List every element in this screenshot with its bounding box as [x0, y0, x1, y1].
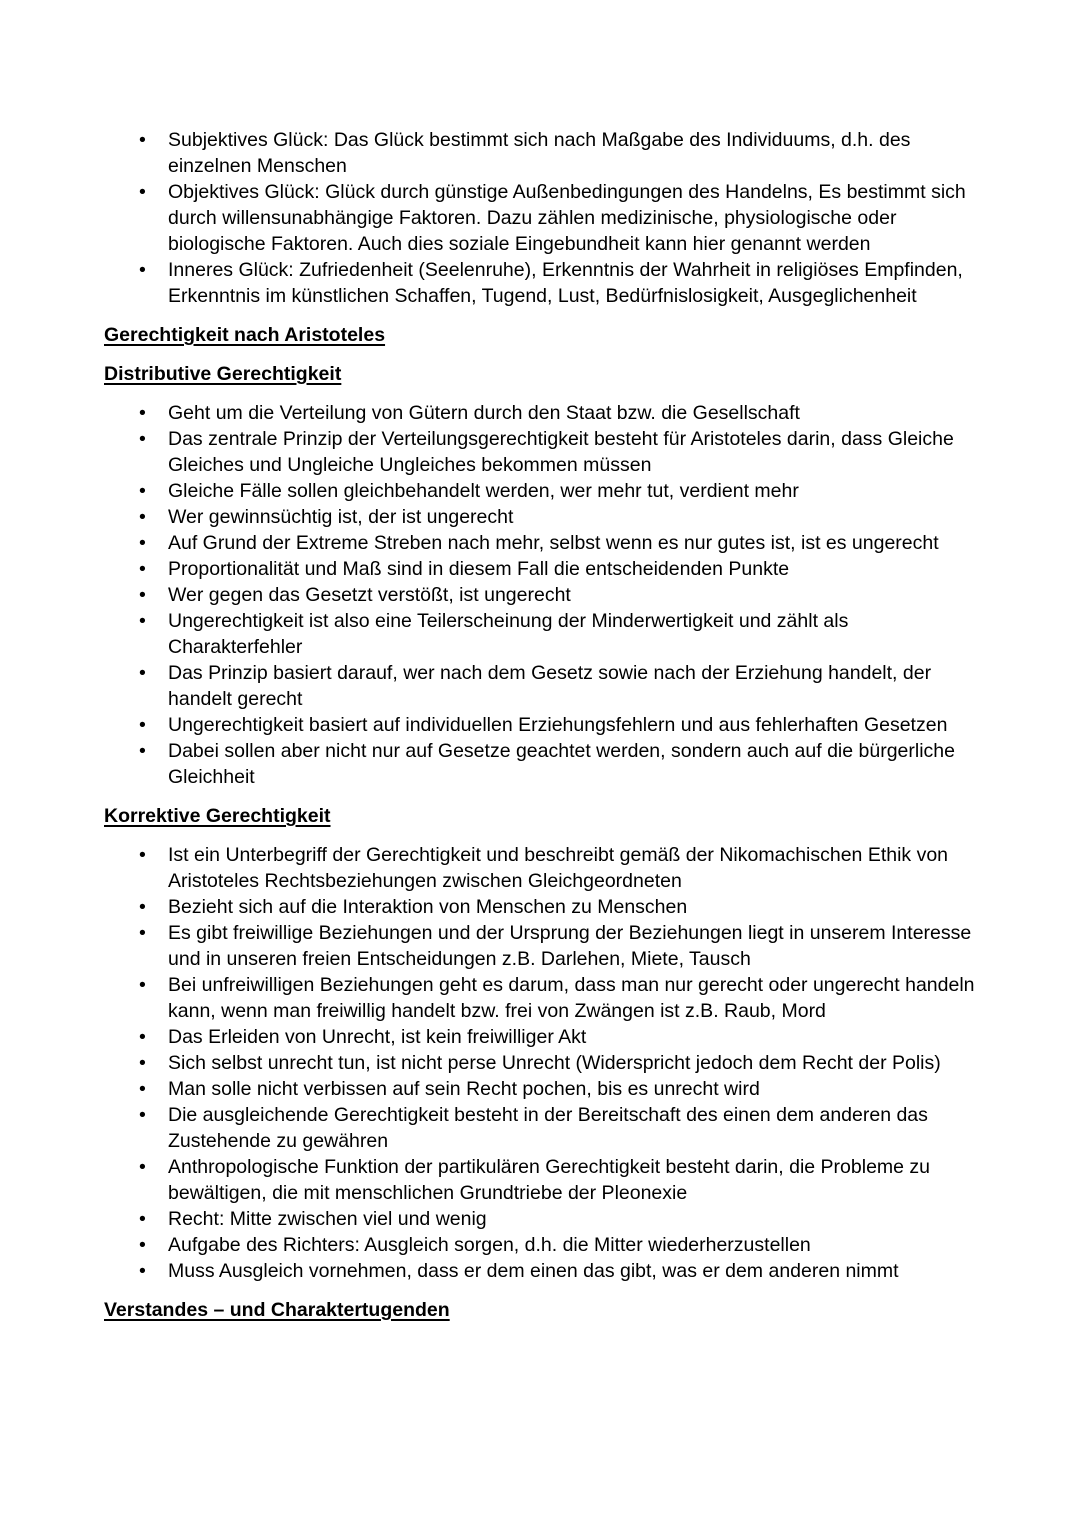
bullet-icon: •: [139, 662, 146, 684]
bullet-item: [139, 1154, 978, 1206]
bullet-item-text: Das Prinzip basiert darauf, wer nach dem Gesetz sowie nach der Erziehung handelt, der handelt gerecht: [168, 662, 932, 710]
bullet-item-text: Objektives Glück: Glück durch günstige Außenbedingungen des Handelns, Es bestimmt sich durch willensunabhängige Faktoren. Dazu zählen medizinische, physiologische oder biologische Faktoren. Auch dies soziale Eingebundheit kann hier genannt werden: [168, 181, 966, 255]
bullet-item: [139, 608, 978, 660]
bullet-item-text: Die ausgleichende Gerechtigkeit besteht in der Bereitschaft des einen dem anderen das Zustehende zu gewähren: [168, 1104, 928, 1152]
bullet-item: [139, 504, 978, 530]
bullet-icon: •: [139, 1234, 146, 1256]
bullet-item-text: Sich selbst unrecht tun, ist nicht perse Unrecht (Widerspricht jedoch dem Recht der Polis): [168, 1052, 941, 1074]
bullet-item: [139, 426, 978, 478]
bullet-item-text: Dabei sollen aber nicht nur auf Gesetze geachtet werden, sondern auch auf die bürgerliche Gleichheit: [168, 740, 955, 788]
bullet-icon: •: [139, 1208, 146, 1230]
bullet-icon: •: [139, 714, 146, 736]
bullet-item-text: Das Erleiden von Unrecht, ist kein freiwilliger Akt: [168, 1026, 587, 1048]
bullet-item-text: Man solle nicht verbissen auf sein Recht pochen, bis es unrecht wird: [168, 1078, 760, 1100]
bullet-item: [139, 712, 978, 738]
bullet-icon: •: [139, 129, 146, 151]
bullet-item-text: Ist ein Unterbegriff der Gerechtigkeit und beschreibt gemäß der Nikomachischen Ethik von Aristoteles Rechtsbeziehungen zwischen Gleichgeordneten: [168, 844, 949, 892]
bullet-item: [139, 127, 978, 179]
bullet-icon: •: [139, 1156, 146, 1178]
bullet-item-text: Bezieht sich auf die Interaktion von Menschen zu Menschen: [168, 896, 688, 918]
bullet-item: [139, 1024, 978, 1050]
bullet-item-text: Inneres Glück: Zufriedenheit (Seelenruhe), Erkenntnis der Wahrheit in religiöses Empfinden, Erkenntnis im künstlichen Schaffen, Tugend, Lust, Bedürfnislosigkeit, Ausgeglichenheit: [168, 259, 963, 307]
bullet-item: [139, 179, 978, 257]
bullet-item: [139, 842, 978, 894]
bullet-list: [104, 842, 978, 1284]
bullet-icon: •: [139, 1052, 146, 1074]
bullet-item-text: Muss Ausgleich vornehmen, dass er dem einen das gibt, was er dem anderen nimmt: [168, 1260, 899, 1282]
bullet-icon: •: [139, 1260, 146, 1282]
bullet-item: [139, 1102, 978, 1154]
bullet-item: [139, 738, 978, 790]
bullet-icon: •: [139, 922, 146, 944]
bullet-item-text: Wer gegen das Gesetzt verstößt, ist ungerecht: [168, 584, 571, 606]
bullet-item-text: Auf Grund der Extreme Streben nach mehr, selbst wenn es nur gutes ist, ist es ungerecht: [168, 532, 939, 554]
bullet-item: [139, 1050, 978, 1076]
bullet-icon: •: [139, 181, 146, 203]
bullet-item: [139, 1076, 978, 1102]
bullet-icon: •: [139, 259, 146, 281]
bullet-item-text: Ungerechtigkeit basiert auf individuellen Erziehungsfehlern und aus fehlerhaften Gesetzen: [168, 714, 948, 736]
bullet-icon: •: [139, 480, 146, 502]
bullet-icon: •: [139, 896, 146, 918]
bullet-icon: •: [139, 584, 146, 606]
section-heading: Korrektive Gerechtigkeit: [104, 805, 331, 827]
bullet-item: [139, 1232, 978, 1258]
bullet-item: [139, 478, 978, 504]
bullet-icon: •: [139, 506, 146, 528]
bullet-item: [139, 530, 978, 556]
bullet-icon: •: [139, 610, 146, 632]
bullet-icon: •: [139, 558, 146, 580]
bullet-item-text: Das zentrale Prinzip der Verteilungsgerechtigkeit besteht für Aristoteles darin, dass Gleiche Gleiches und Ungleiche Ungleiches bekommen müssen: [168, 428, 954, 476]
bullet-item-text: Gleiche Fälle sollen gleichbehandelt werden, wer mehr tut, verdient mehr: [168, 480, 799, 502]
bullet-item-text: Ungerechtigkeit ist also eine Teilerscheinung der Minderwertigkeit und zählt als Charakterfehler: [168, 610, 849, 658]
bullet-icon: •: [139, 1078, 146, 1100]
bullet-item-text: Recht: Mitte zwischen viel und wenig: [168, 1208, 487, 1230]
bullet-icon: •: [139, 532, 146, 554]
bullet-item: [139, 400, 978, 426]
bullet-item: [139, 894, 978, 920]
bullet-item-text: Geht um die Verteilung von Gütern durch den Staat bzw. die Gesellschaft: [168, 402, 800, 424]
bullet-item-text: Es gibt freiwillige Beziehungen und der Ursprung der Beziehungen liegt in unserem Interesse und in unseren freien Entscheidungen z.B. Darlehen, Miete, Tausch: [168, 922, 972, 970]
bullet-item: [139, 1206, 978, 1232]
bullet-item: [139, 1258, 978, 1284]
section-heading: Gerechtigkeit nach Aristoteles: [104, 324, 386, 346]
bullet-item-text: Anthropologische Funktion der partikulären Gerechtigkeit besteht darin, die Probleme zu bewältigen, die mit menschlichen Grundtriebe der Pleonexie: [168, 1156, 931, 1204]
bullet-icon: •: [139, 740, 146, 762]
bullet-item-text: Bei unfreiwilligen Beziehungen geht es darum, dass man nur gerecht oder ungerecht handeln kann, wenn man freiwillig handelt bzw. frei von Zwängen ist z.B. Raub, Mord: [168, 974, 975, 1022]
bullet-icon: •: [139, 1026, 146, 1048]
section-heading: Verstandes – und Charaktertugenden: [104, 1299, 450, 1321]
bullet-icon: •: [139, 428, 146, 450]
bullet-item: [139, 920, 978, 972]
bullet-icon: •: [139, 1104, 146, 1126]
bullet-item-text: Aufgabe des Richters: Ausgleich sorgen, d.h. die Mitter wiederherzustellen: [168, 1234, 811, 1256]
bullet-item-text: Subjektives Glück: Das Glück bestimmt sich nach Maßgabe des Individuums, d.h. des einzelnen Menschen: [168, 129, 911, 177]
bullet-item: [139, 257, 978, 309]
section-heading: Distributive Gerechtigkeit: [104, 363, 342, 385]
bullet-list: [104, 127, 978, 309]
bullet-icon: •: [139, 402, 146, 424]
bullet-item: [139, 660, 978, 712]
bullet-icon: •: [139, 974, 146, 996]
bullet-item: [139, 556, 978, 582]
bullet-item-text: Proportionalität und Maß sind in diesem Fall die entscheidenden Punkte: [168, 558, 790, 580]
bullet-item: [139, 582, 978, 608]
bullet-list: [104, 400, 978, 790]
bullet-item-text: Wer gewinnsüchtig ist, der ist ungerecht: [168, 506, 514, 528]
bullet-icon: •: [139, 844, 146, 866]
bullet-item: [139, 972, 978, 1024]
